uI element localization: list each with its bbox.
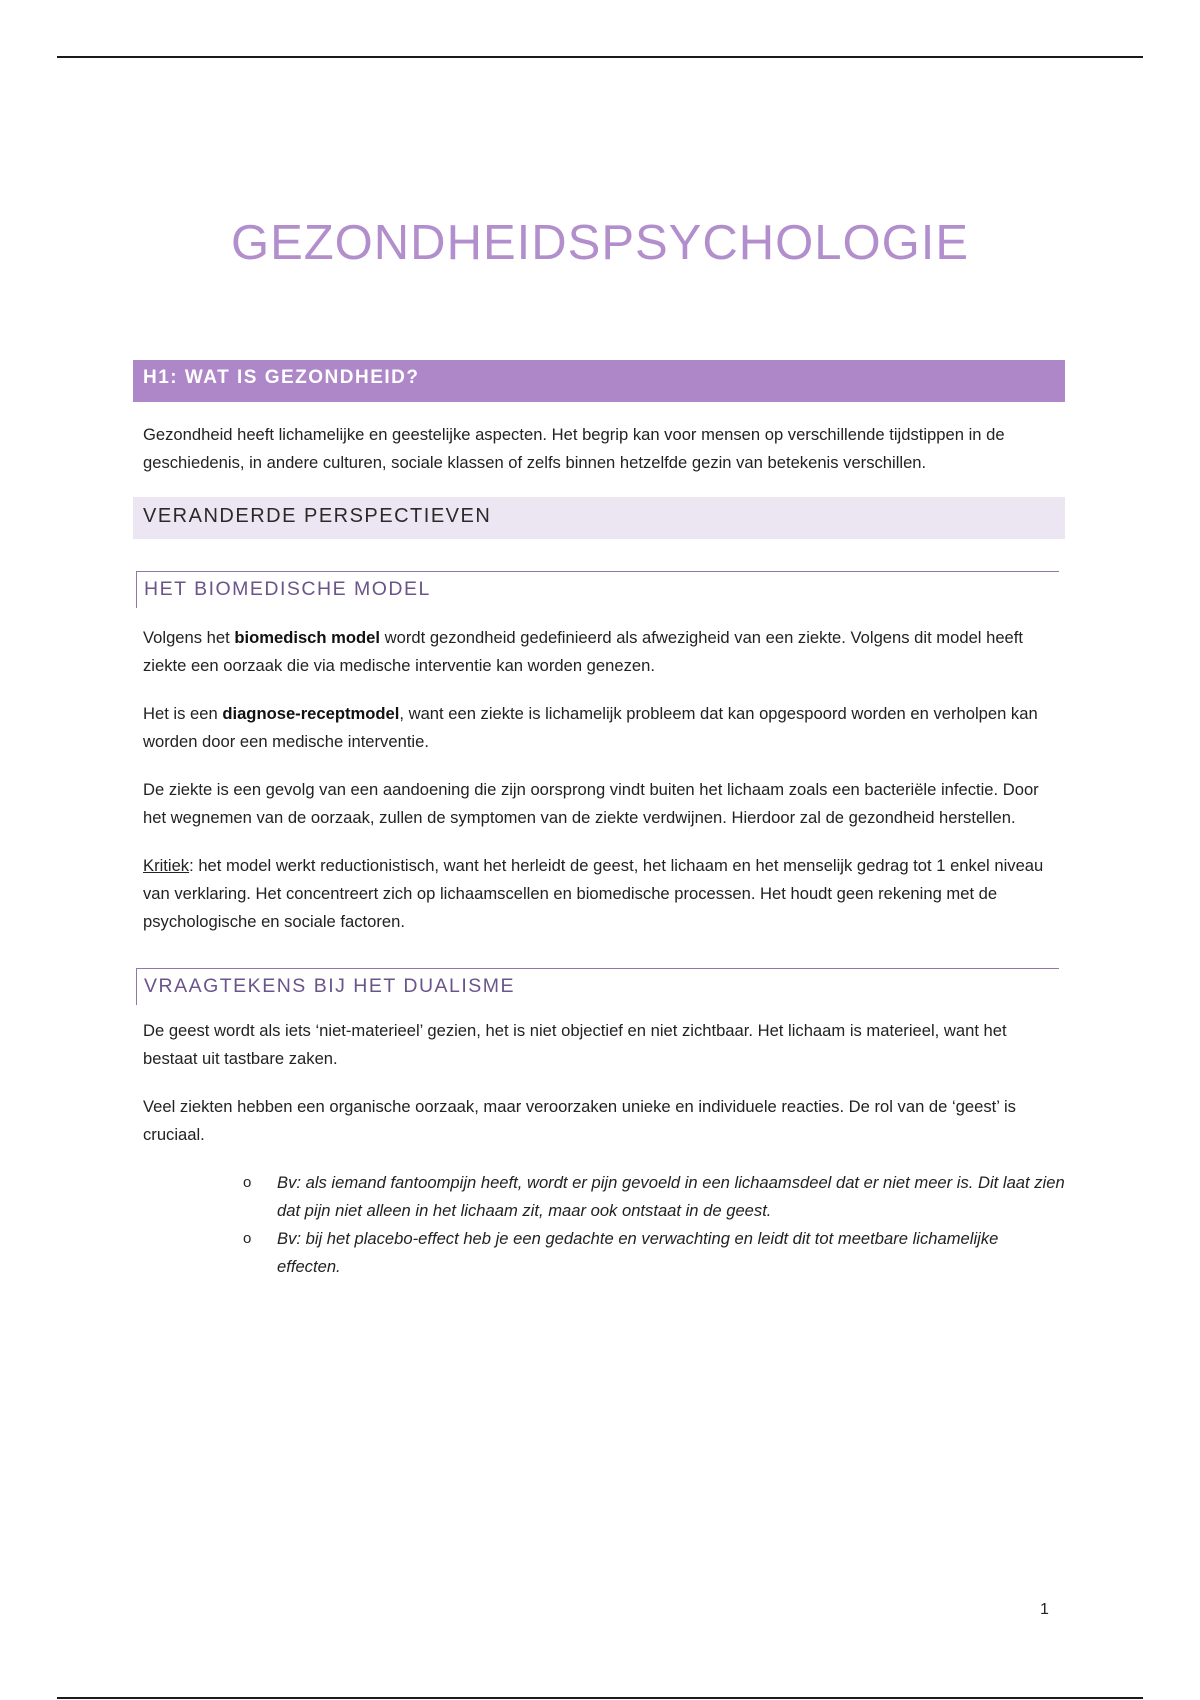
critique-label: Kritiek: [143, 856, 190, 875]
intro-paragraph: Gezondheid heeft lichamelijke en geestelijke aspecten. Het begrip kan voor mensen op verschillende tijdstippen in de geschiedenis, in andere culturen, sociale klassen of zelfs binnen hetzelfde gezin van betekenis verschillen.: [143, 425, 1005, 472]
list-item-text: Bv: bij het placebo-effect heb je een gedachte en verwachting en leidt dit tot meetbare lichamelijke effecten.: [277, 1229, 999, 1276]
text-run: : het model werkt reductionistisch, want het herleidt de geest, het lichaam en het menselijk gedrag tot 1 enkel niveau van verklaring. Het concentreert zich op lichaamscellen en biomedische processen. Het houdt geen rekening met de psychologische en sociale factoren.: [143, 856, 1044, 931]
text-run: , want een ziekte is lichamelijk probleem dat kan opgespoord worden en verholpen kan worden door een medische interventie.: [143, 704, 1038, 751]
document-body: [133, 360, 1065, 1281]
subsection-heading-dualism: VRAAGTEKENS BIJ HET DUALISME: [136, 968, 1059, 1005]
page-number: 1: [1040, 1601, 1049, 1618]
biomedical-paragraph-2: [133, 700, 1065, 756]
subsection-heading-biomedical: HET BIOMEDISCHE MODEL: [136, 571, 1059, 608]
example-list: [133, 1169, 1065, 1281]
list-item: [243, 1225, 1065, 1281]
list-item: [243, 1169, 1065, 1225]
biomedical-paragraph-3: De ziekte is een gevolg van een aandoening die zijn oorsprong vindt buiten het lichaam zoals een bacteriële infectie. Door het wegnemen van de oorzaak, zullen de symptomen van de ziekte verdwijnen. Hierdoor zal de gezondheid herstellen.: [143, 780, 1039, 827]
chapter-heading: H1: WAT IS GEZONDHEID?: [133, 360, 1065, 402]
text-run: Volgens het: [143, 628, 235, 647]
bullet-icon: o: [243, 1230, 252, 1247]
footer-rule: [57, 1697, 1143, 1699]
dualism-paragraph-1: De geest wordt als iets ‘niet-materieel’ gezien, het is niet objectief en niet zichtbaar. Het lichaam is materieel, want het bestaat uit tastbare zaken.: [143, 1021, 1007, 1068]
section-heading: VERANDERDE PERSPECTIEVEN: [133, 497, 1065, 539]
critique-paragraph: [133, 852, 1065, 936]
dualism-paragraph-2: Veel ziekten hebben een organische oorzaak, maar veroorzaken unieke en individuele reacties. De rol van de ‘geest’ is cruciaal.: [143, 1097, 1016, 1144]
bold-term-diagnose-receptmodel: diagnose-receptmodel: [222, 704, 400, 723]
bold-term-biomedisch-model: biomedisch model: [234, 628, 381, 647]
biomedical-paragraph-1: [133, 624, 1065, 680]
text-run: wordt gezondheid gedefinieerd als afwezigheid van een ziekte. Volgens dit model heeft ziekte een oorzaak die via medische interventie kan worden genezen.: [143, 628, 1024, 675]
document-title: GEZONDHEIDSPSYCHOLOGIE: [230, 216, 970, 270]
text-run: Het is een: [143, 704, 223, 723]
header-rule: [57, 56, 1143, 58]
bullet-icon: o: [243, 1174, 252, 1191]
list-item-text: Bv: als iemand fantoompijn heeft, wordt er pijn gevoeld in een lichaamsdeel dat er niet meer is. Dit laat zien dat pijn niet alleen in het lichaam zit, maar ook ontstaat in de geest.: [277, 1173, 1065, 1220]
